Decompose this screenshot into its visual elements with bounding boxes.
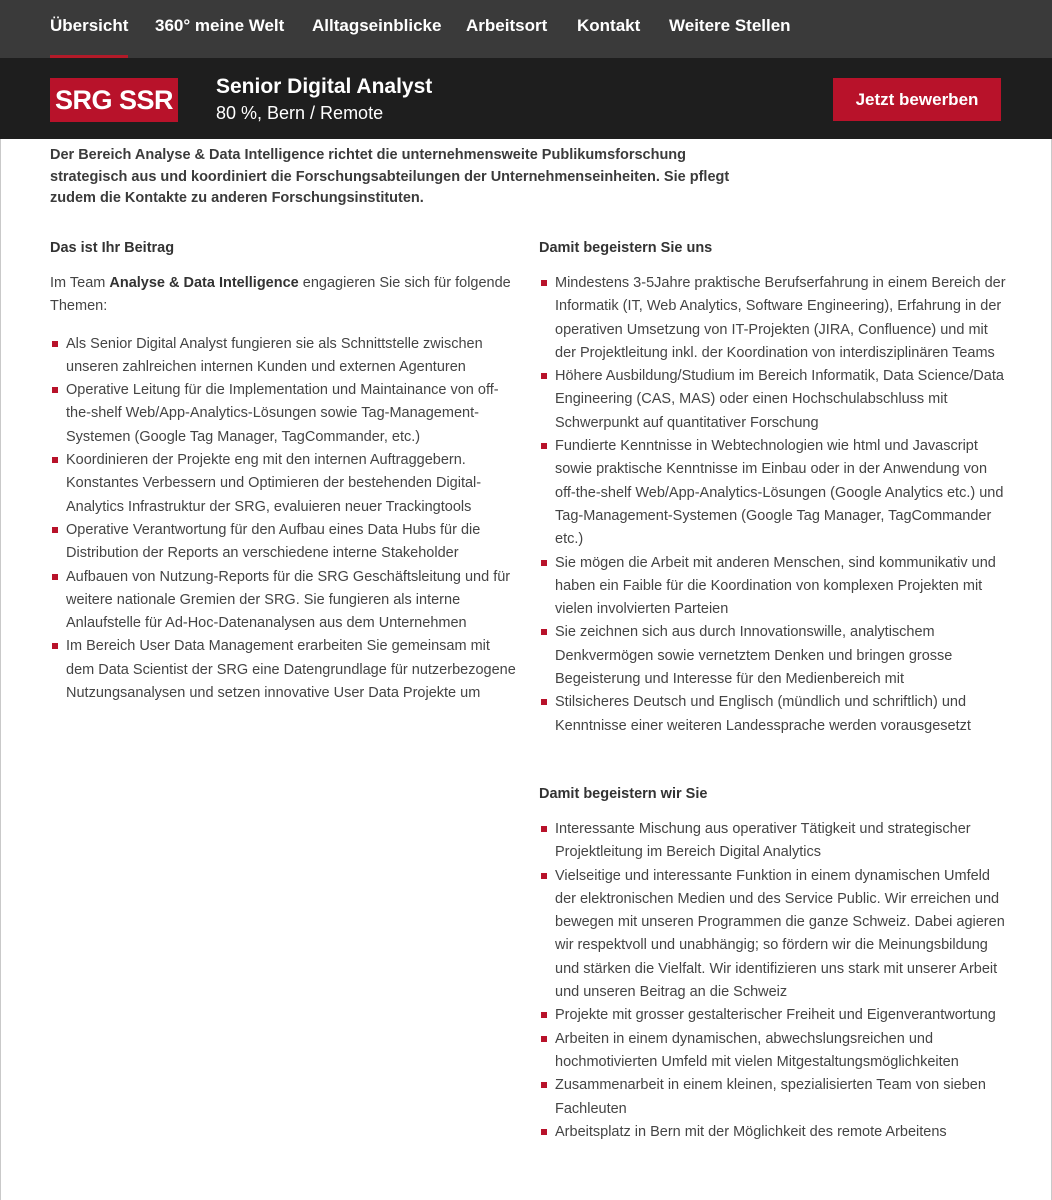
job-header-bar bbox=[0, 58, 1052, 139]
offer-heading: Damit begeistern wir Sie bbox=[539, 786, 708, 802]
list-item: Höhere Ausbildung/Studium im Bereich Informatik, Data Science/Data Engineering (CAS, MAS) oder einen Hochschulabschluss mit Schwerpunkt auf quantitativer Forschung bbox=[539, 365, 1009, 435]
list-item: Zusammenarbeit in einem kleinen, spezialisierten Team von sieben Fachleuten bbox=[539, 1074, 1009, 1121]
requirements-list bbox=[539, 272, 1009, 738]
list-item: Vielseitige und interessante Funktion in einem dynamischen Umfeld der elektronischen Medien und des Service Public. Wir erreichen und bewegen mit unseren Programmen die ganze Schweiz. Dabei agieren wir respektvoll und unabhängig; so fördern wir die Meinungsbildung und stärken die Vielfalt. Wir identifizieren uns stark mit unserer Arbeit und unseren Beitrag an die Schweiz bbox=[539, 865, 1009, 1005]
contribution-lead-prefix: Im Team bbox=[50, 275, 110, 291]
intro-text: Der Bereich Analyse & Data Intelligence richtet die unternehmensweite Publikumsforschung strategisch aus und koordiniert die Forschungsabteilungen der Unternehmenseinheiten. Sie pflegt zudem die Kontakte zu anderen Forschungsinstituten. bbox=[50, 147, 730, 206]
nav-item-weitere-stellen[interactable]: Weitere Stellen bbox=[669, 16, 791, 35]
top-navigation bbox=[0, 0, 1052, 58]
contribution-lead-bold: Analyse & Data Intelligence bbox=[109, 275, 299, 291]
list-item: Operative Verantwortung für den Aufbau eines Data Hubs für die Distribution der Reports an verschiedene interne Stakeholder bbox=[50, 519, 520, 566]
list-item: Arbeiten in einem dynamischen, abwechslungsreichen und hochmotivierten Umfeld mit vielen Mitgestaltungsmöglichkeiten bbox=[539, 1028, 1009, 1075]
nav-item-360-meine-welt[interactable]: 360° meine Welt bbox=[155, 16, 285, 35]
contribution-section bbox=[50, 238, 520, 705]
list-item: Interessante Mischung aus operativer Tätigkeit und strategischer Projektleitung im Bereich Digital Analytics bbox=[539, 818, 1009, 865]
list-item: Stilsicheres Deutsch und Englisch (mündlich und schriftlich) und Kenntnisse einer weiteren Landessprache werden vorausgesetzt bbox=[539, 691, 1009, 738]
list-item: Fundierte Kenntnisse in Webtechnologien wie html und Javascript sowie praktische Kenntnisse im Einbau oder in der Anwendung von off-the-shelf Web/App-Analytics-Lösungen (Google Analytics etc.) und Tag-Management-Systemen (Google Tag Manager, TagCommander etc.) bbox=[539, 435, 1009, 551]
list-item: Im Bereich User Data Management erarbeiten Sie gemeinsam mit dem Data Scientist der SRG eine Datengrundlage für nutzerbezogene Nutzungsanalysen und setzen innovative User Data Projekte um bbox=[50, 635, 520, 705]
apply-button[interactable]: Jetzt bewerben bbox=[833, 78, 1001, 121]
list-item: Projekte mit grosser gestalterischer Freiheit und Eigenverantwortung bbox=[539, 1004, 1009, 1027]
requirements-heading: Damit begeistern Sie uns bbox=[539, 240, 713, 256]
contribution-lead bbox=[50, 272, 520, 319]
list-item: Sie mögen die Arbeit mit anderen Menschen, sind kommunikativ und haben ein Faible für die Koordination von komplexen Projekten mit vielen involvierten Parteien bbox=[539, 552, 1009, 622]
contribution-list bbox=[50, 333, 520, 706]
list-item: Sie zeichnen sich aus durch Innovationswille, analytischem Denkvermögen sowie vernetztem Denken und bringen grosse Begeisterung und Interesse für den Medienbereich mit bbox=[539, 621, 1009, 691]
offer-list bbox=[539, 818, 1009, 1144]
nav-item-uebersicht[interactable]: Übersicht bbox=[50, 16, 128, 58]
contribution-heading: Das ist Ihr Beitrag bbox=[50, 240, 175, 256]
nav-item-arbeitsort[interactable]: Arbeitsort bbox=[466, 16, 548, 35]
job-subtitle: 80 %, Bern / Remote bbox=[216, 103, 384, 123]
nav-item-kontakt[interactable]: Kontakt bbox=[577, 16, 641, 35]
requirements-section bbox=[539, 238, 1009, 738]
list-item: Mindestens 3-5Jahre praktische Berufserfahrung in einem Bereich der Informatik (IT, Web Analytics, Software Engineering), Erfahrung in der operativen Umsetzung von IT-Projekten (JIRA, Confluence) und mit der Projektleitung inkl. der Koordination von interdisziplinären Teams bbox=[539, 272, 1009, 365]
list-item: Aufbauen von Nutzung-Reports für die SRG Geschäftsleitung und für weitere nationale Gremien der SRG. Sie fungieren als interne Anlaufstelle für Ad-Hoc-Datenanalysen aus dem Unternehmen bbox=[50, 566, 520, 636]
list-item: Arbeitsplatz in Bern mit der Möglichkeit des remote Arbeitens bbox=[539, 1121, 1009, 1144]
list-item: Als Senior Digital Analyst fungieren sie als Schnittstelle zwischen unseren zahlreichen internen Kunden und externen Agenturen bbox=[50, 333, 520, 380]
list-item: Operative Leitung für die Implementation und Maintainance von off-the-shelf Web/App-Analytics-Lösungen sowie Tag-Management-Systemen (Google Tag Manager, TagCommander, etc.) bbox=[50, 379, 520, 449]
srg-ssr-logo[interactable]: SRG SSR bbox=[50, 78, 178, 122]
nav-item-alltagseinblicke[interactable]: Alltagseinblicke bbox=[312, 16, 442, 35]
job-title: Senior Digital Analyst bbox=[216, 75, 433, 98]
list-item: Koordinieren der Projekte eng mit den internen Auftraggebern. Konstantes Verbessern und Optimieren der bestehenden Digital-Analytics Infrastruktur der SRG, evaluieren neuer Trackingtools bbox=[50, 449, 520, 519]
offer-section bbox=[539, 784, 1009, 1144]
contribution-lead-suffix: engagieren Sie sich für folgende Themen: bbox=[50, 275, 511, 315]
